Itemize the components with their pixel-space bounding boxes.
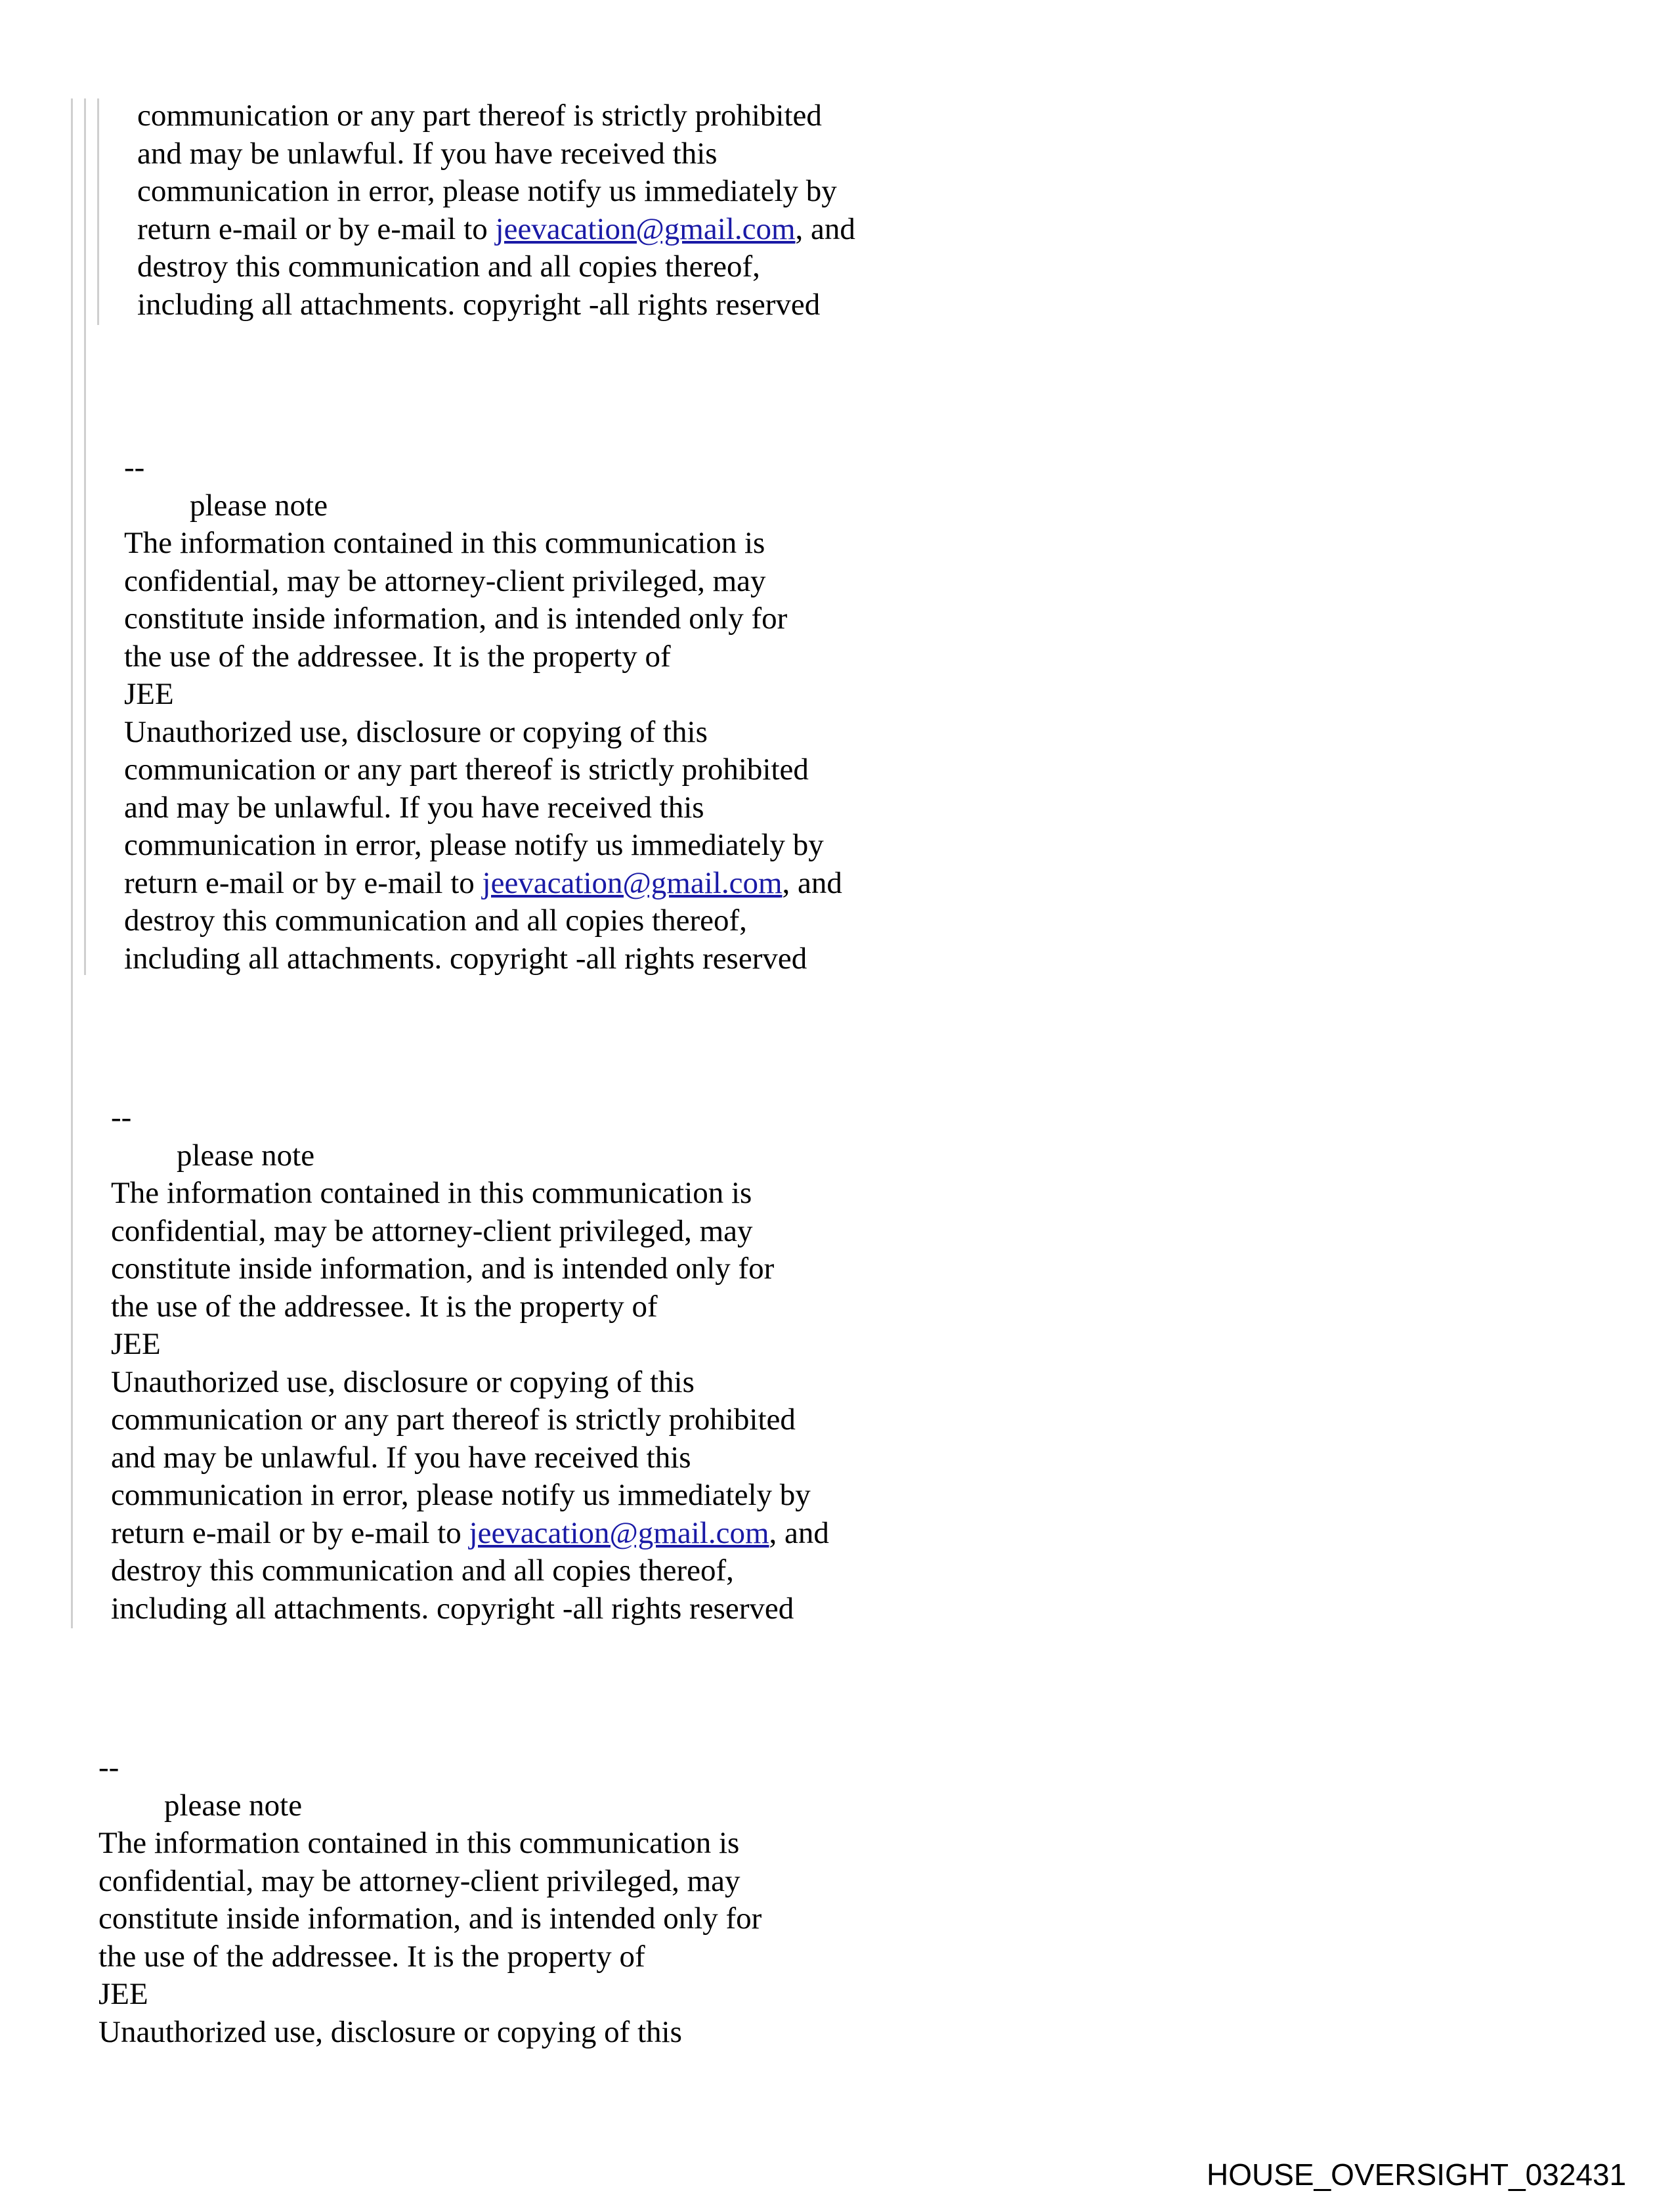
body-line: communication in error, please notify us immediately by — [137, 174, 837, 208]
body-line: the use of the addressee. It is the property of — [98, 1939, 645, 1974]
body-line: The information contained in this communication is — [98, 1826, 740, 1860]
signature-separator: -- — [98, 1750, 119, 1785]
signature-block-1 — [137, 97, 855, 324]
body-line: and may be unlawful. If you have received this — [137, 136, 718, 171]
body-line: constitute inside information, and is intended only for — [98, 1901, 762, 1936]
body-line: the use of the addressee. It is the property of — [124, 639, 671, 674]
please-note-heading: please note — [190, 488, 328, 523]
body-line: The information contained in this communication is — [124, 526, 765, 560]
bates-number: HOUSE_OVERSIGHT_032431 — [1207, 2158, 1627, 2192]
body-line: destroy this communication and all copies thereof, — [137, 249, 760, 284]
body-line: communication or any part thereof is strictly prohibited — [111, 1402, 796, 1437]
return-email-line — [124, 865, 842, 903]
body-line: communication in error, please notify us immediately by — [111, 1478, 811, 1512]
return-prefix: return e-mail or by e-mail to — [124, 865, 483, 900]
quote-bar-outer — [71, 98, 73, 1628]
return-suffix: , and — [782, 865, 842, 900]
body-line: and may be unlawful. If you have received this — [111, 1440, 691, 1475]
quote-bar-inner — [97, 98, 99, 325]
signature-block-4 — [98, 1749, 762, 2051]
return-suffix: , and — [795, 211, 855, 246]
return-prefix: return e-mail or by e-mail to — [111, 1515, 469, 1550]
signature-separator: -- — [124, 450, 145, 485]
body-line: and may be unlawful. If you have received this — [124, 790, 704, 825]
email-link[interactable]: jeevacation@gmail.com — [482, 865, 783, 900]
please-note-heading: please note — [177, 1138, 315, 1173]
body-line: Unauthorized use, disclosure or copying of this — [111, 1364, 695, 1399]
body-line: confidential, may be attorney-client privileged, may — [98, 1863, 740, 1898]
body-line: constitute inside information, and is intended only for — [111, 1251, 775, 1286]
body-line: communication in error, please notify us immediately by — [124, 828, 824, 862]
email-link[interactable]: jeevacation@gmail.com — [495, 211, 796, 246]
return-email-line — [111, 1515, 829, 1553]
body-line: communication or any part thereof is strictly prohibited — [124, 752, 809, 787]
body-line: communication or any part thereof is strictly prohibited — [137, 98, 822, 133]
signature-block-3 — [111, 1099, 829, 1628]
body-line: the use of the addressee. It is the property of — [111, 1289, 658, 1324]
quote-bar-middle — [84, 98, 86, 975]
body-line: confidential, may be attorney-client privileged, may — [124, 563, 766, 598]
body-line: destroy this communication and all copies thereof, — [111, 1553, 734, 1588]
body-line: including all attachments. copyright -all rights reserved — [111, 1591, 794, 1626]
return-email-line — [137, 211, 855, 249]
email-link[interactable]: jeevacation@gmail.com — [469, 1515, 769, 1550]
body-line: including all attachments. copyright -all rights reserved — [124, 941, 807, 976]
body-line: confidential, may be attorney-client privileged, may — [111, 1213, 753, 1248]
body-line: Unauthorized use, disclosure or copying of this — [98, 2014, 682, 2049]
body-line: JEE — [124, 677, 174, 711]
body-line: The information contained in this communication is — [111, 1176, 752, 1210]
signature-separator: -- — [111, 1100, 132, 1135]
body-line: including all attachments. copyright -all rights reserved — [137, 287, 821, 322]
return-prefix: return e-mail or by e-mail to — [137, 211, 496, 246]
body-line: JEE — [98, 1977, 148, 2011]
please-note-heading: please note — [164, 1788, 303, 1823]
body-line: constitute inside information, and is intended only for — [124, 601, 788, 636]
return-suffix: , and — [769, 1515, 829, 1550]
body-line: JEE — [111, 1327, 161, 1361]
body-line: Unauthorized use, disclosure or copying of this — [124, 714, 708, 749]
signature-block-2 — [124, 449, 842, 978]
body-line: destroy this communication and all copies thereof, — [124, 903, 747, 938]
